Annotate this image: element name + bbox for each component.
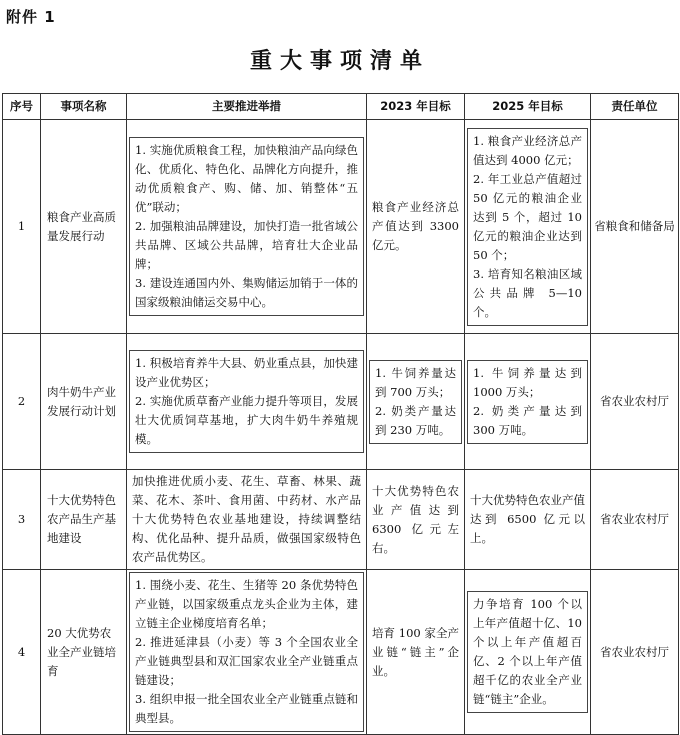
row-target-2025 — [465, 120, 591, 334]
row-measures — [127, 470, 367, 570]
row-item-name: 肉牛奶牛产业发展行动计划 — [41, 334, 127, 470]
measure-text: 3. 建设连通国内外、集购储运加销于一体的国家级粮油储运交易中心。 — [135, 276, 358, 309]
column-header-unit: 责任单位 — [591, 94, 679, 120]
target-text: 1. 牛饲养量达到 700 万头； — [375, 365, 456, 399]
measure-text: 1. 围绕小麦、花生、生猪等 20 条优势特色产业链，以国家级重点龙头企业为主体，建立链主企业梯度培育名单； — [135, 578, 358, 630]
row-target-2023 — [367, 470, 465, 570]
row-item-name: 十大优势特色农产品生产基地建设 — [41, 470, 127, 570]
row-measures — [127, 120, 367, 334]
column-header-seq: 序号 — [3, 94, 41, 120]
table-header-row — [3, 94, 679, 120]
row-responsible-unit: 省农业农村厅 — [591, 470, 679, 570]
target-text: 1. 粮食产业经济总产值达到 4000 亿元； — [473, 133, 582, 167]
row-measures — [127, 334, 367, 470]
measure-text: 2. 实施优质草畜产业能力提升等项目，发展壮大优质饲草基地，扩大肉牛奶牛养殖规模。 — [135, 394, 358, 446]
row-target-2025 — [465, 334, 591, 470]
row-target-2023 — [367, 120, 465, 334]
measure-text: 3. 组织申报一批全国农业全产业链重点链和典型县。 — [135, 692, 358, 725]
row-responsible-unit: 省农业农村厅 — [591, 334, 679, 470]
row-target-2025 — [465, 570, 591, 735]
measure-text: 1. 实施优质粮食工程，加快粮油产品向绿色化、优质化、特色化、品牌化方向提升，推动优质粮食产、购、储、加、销整体“五优”联动； — [135, 143, 358, 214]
target-text: 力争培育 100 个以上年产值超十亿、10 个以上年产值超百亿、2 个以上年产值超千亿的农业全产业链“链主”企业。 — [473, 597, 582, 706]
row-seq: 4 — [3, 570, 41, 735]
row-seq: 1 — [3, 120, 41, 334]
row-measures — [127, 570, 367, 735]
row-item-name: 20 大优势农业全产业链培育 — [41, 570, 127, 735]
table-row — [3, 334, 679, 470]
attachment-label: 附件 1 — [6, 8, 56, 26]
row-target-2023 — [367, 570, 465, 735]
row-seq: 2 — [3, 334, 41, 470]
column-header-measures: 主要推进举措 — [127, 94, 367, 120]
row-target-2025 — [465, 470, 591, 570]
target-text: 2. 年工业总产值超过 50 亿元的粮油企业达到 5 个，超过 10 亿元的粮油企业达到 50 个； — [473, 171, 582, 262]
table-row — [3, 470, 679, 570]
target-text: 3. 培育知名粮油区域公共品牌 5—10 个。 — [473, 266, 582, 319]
target-text: 2. 奶类产量达到 230 万吨。 — [375, 403, 456, 437]
row-target-2023 — [367, 334, 465, 470]
target-text: 1. 牛饲养量达到 1000 万头； — [473, 365, 582, 399]
row-item-name: 粮食产业高质量发展行动 — [41, 120, 127, 334]
measure-text: 加快推进优质小麦、花生、草畜、林果、蔬菜、花木、茶叶、食用菌、中药材、水产品十大优势特色农业基地建设，持续调整结构、优化品种、提升品质，做强国家级特色农产品优势区。 — [132, 474, 361, 564]
column-header-target-2025: 2025 年目标 — [465, 94, 591, 120]
table-row — [3, 120, 679, 334]
target-text: 培育 100 家全产业链“链主”企业。 — [372, 625, 459, 678]
column-header-name: 事项名称 — [41, 94, 127, 120]
column-header-target-2023: 2023 年目标 — [367, 94, 465, 120]
target-text: 十大优势特色农业产值达到 6300 亿元左右。 — [372, 483, 459, 555]
table-row — [3, 570, 679, 735]
target-text: 2. 奶类产量达到 300 万吨。 — [473, 403, 582, 437]
row-responsible-unit: 省粮食和储备局 — [591, 120, 679, 334]
measure-text: 2. 加强粮油品牌建设，加快打造一批省域公共品牌、区域公共品牌，培育壮大企业品牌； — [135, 219, 358, 271]
row-seq: 3 — [3, 470, 41, 570]
measure-text: 2. 推进延津县（小麦）等 3 个全国农业全产业链典型县和双汇国家农业全产业链重点链建设； — [135, 635, 358, 687]
measure-text: 1. 积极培育养牛大县、奶业重点县，加快建设产业优势区； — [135, 356, 358, 389]
major-items-table — [2, 93, 679, 735]
page-title: 重大事项清单 — [249, 49, 430, 74]
target-text: 十大优势特色农业产值达到 6500 亿元以上。 — [470, 493, 585, 545]
target-text: 粮食产业经济总产值达到 3300 亿元。 — [372, 200, 459, 252]
row-responsible-unit: 省农业农村厅 — [591, 570, 679, 735]
